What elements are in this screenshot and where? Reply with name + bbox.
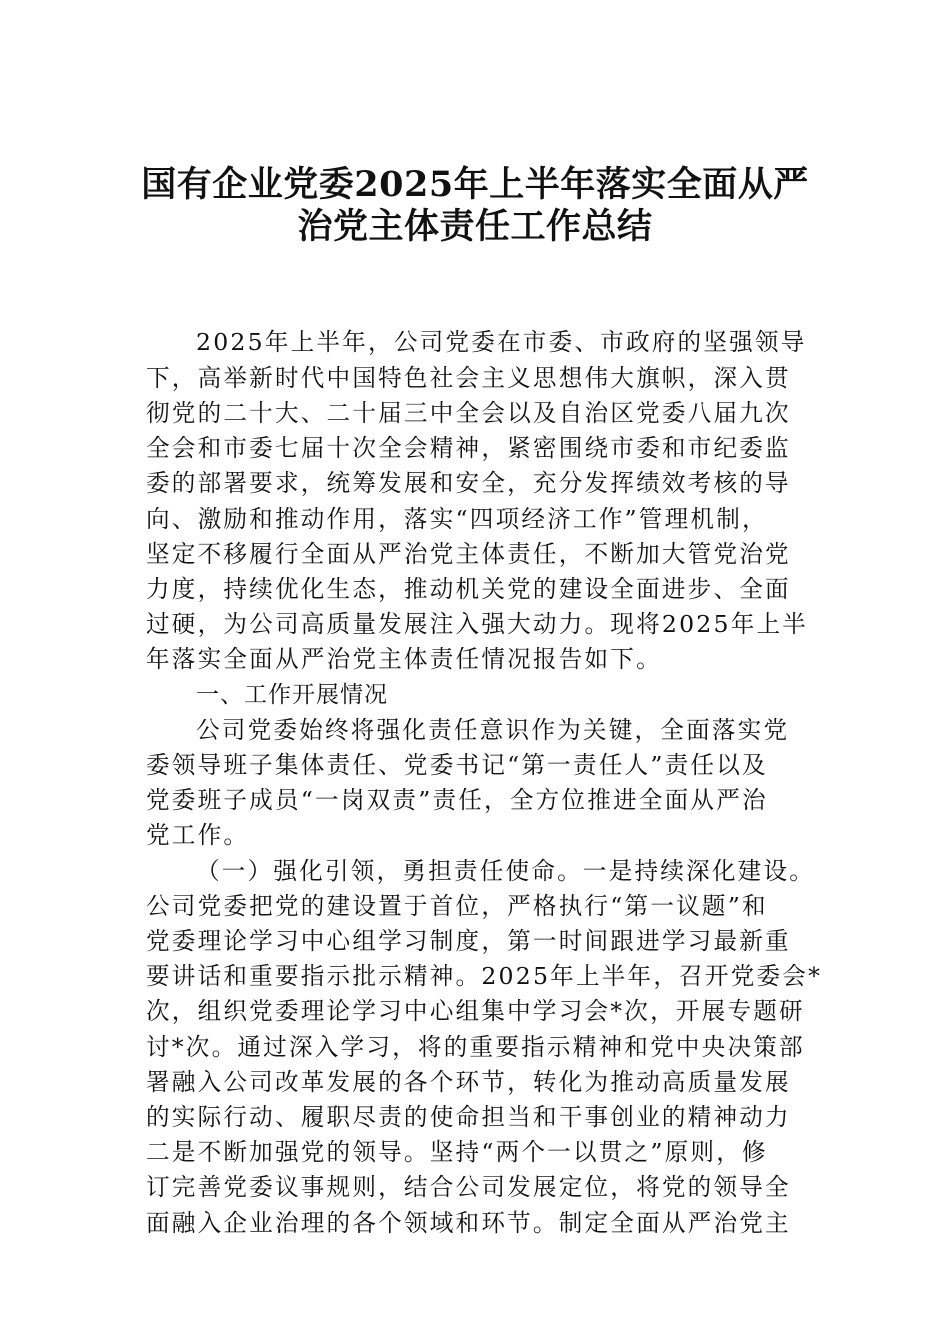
body-line: 委的部署要求，统筹发展和安全，充分发挥绩效考核的导 <box>146 469 791 497</box>
body-line: 次，组织党委理论学习中心组集中学习会*次，开展专题研 <box>146 997 805 1025</box>
document-title-line-2: 治党主体责任工作总结 <box>297 206 653 247</box>
body-line: 全会和市委七届十次全会精神，紧密围绕市委和市纪委监 <box>146 434 791 462</box>
body-line: 的实际行动、履职尽责的使命担当和干事创业的精神动力 <box>146 1103 791 1131</box>
body-line: 坚定不移履行全面从严治党主体责任，不断加大管党治党 <box>146 540 791 568</box>
body-line: 向、激励和推动作用，落实“四项经济工作”管理机制， <box>146 505 768 533</box>
body-line: 过硬，为公司高质量发展注入强大动力。现将2025年上半 <box>146 610 809 638</box>
body-line: 党委理论学习中心组学习制度，第一时间跟进学习最新重 <box>146 927 791 955</box>
body-line: 下，高举新时代中国特色社会主义思想伟大旗帜，深入贯 <box>146 364 791 392</box>
body-line: 二是不断加强党的领导。坚持“两个一以贯之”原则，修 <box>146 1138 768 1166</box>
body-line: 公司党委始终将强化责任意识作为关键，全面落实党 <box>196 716 790 744</box>
body-line: 讨*次。通过深入学习，将的重要指示精神和党中央决策部 <box>146 1033 805 1061</box>
body-line: 党委班子成员“一岗双责”责任，全方位推进全面从严治 <box>146 786 768 814</box>
subsection-line: （一）强化引领，勇担责任使命。一是持续深化建设。 <box>196 857 816 885</box>
section-heading: 一、工作开展情况 <box>196 682 388 708</box>
body-line: 彻党的二十大、二十届三中全会以及自治区党委八届九次 <box>146 399 791 427</box>
body-line: 力度，持续优化生态，推动机关党的建设全面进步、全面 <box>146 575 791 603</box>
body-line: 公司党委把党的建设置于首位，严格执行“第一议题”和 <box>146 892 768 920</box>
body-line: 署融入公司改革发展的各个环节，转化为推动高质量发展 <box>146 1068 791 1096</box>
body-line: 订完善党委议事规则，结合公司发展定位，将党的领导全 <box>146 1173 791 1201</box>
body-line: 面融入企业治理的各个领域和环节。制定全面从严治党主 <box>146 1209 791 1237</box>
body-line: 2025年上半年，公司党委在市委、市政府的坚强领导 <box>196 328 807 356</box>
body-line: 年落实全面从严治党主体责任情况报告如下。 <box>146 645 662 673</box>
body-line: 党工作。 <box>146 821 250 849</box>
document-title-line-1: 国有企业党委2025年上半年落实全面从严 <box>141 164 809 205</box>
body-line: 要讲话和重要指示批示精神。2025年上半年，召开党委会* <box>146 962 823 990</box>
body-line: 委领导班子集体责任、党委书记“第一责任人”责任以及 <box>146 751 768 779</box>
